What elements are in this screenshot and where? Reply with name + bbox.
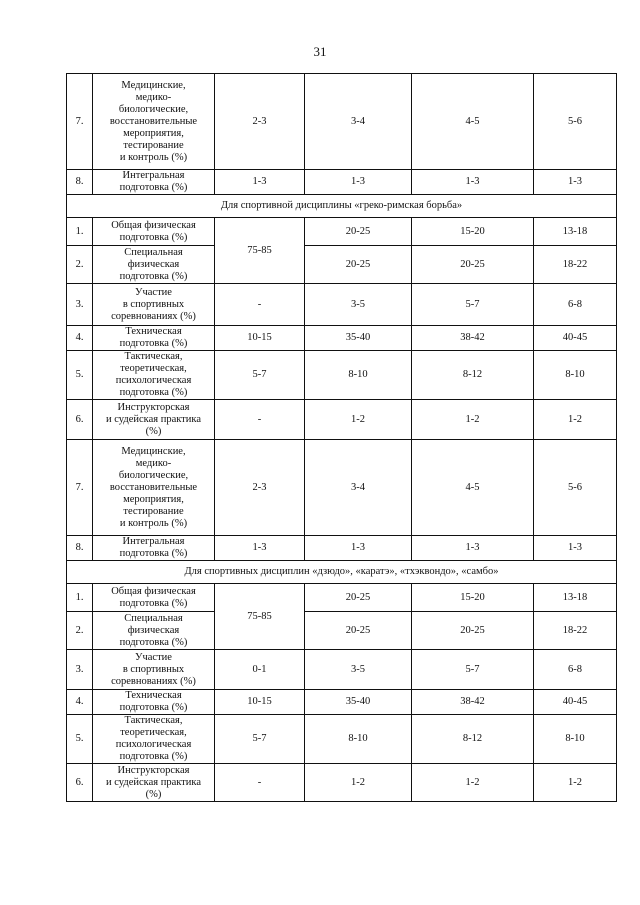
row-name: Общая физическая подготовка (%): [93, 218, 215, 246]
row-number: 2.: [67, 612, 93, 650]
row-name: Общая физическая подготовка (%): [93, 584, 215, 612]
stage-2-value: 20-25: [305, 584, 412, 612]
stage-2-value: 8-10: [305, 351, 412, 400]
stage-3-value: 15-20: [412, 218, 534, 246]
row-name: Техническая подготовка (%): [93, 690, 215, 715]
row-name: Интегральная подготовка (%): [93, 536, 215, 561]
row-name: Тактическая, теоретическая, психологическая подготовка (%): [93, 351, 215, 400]
stage-3-value: 38-42: [412, 690, 534, 715]
stage-3-value: 8-12: [412, 715, 534, 764]
stage-4-value: 18-22: [534, 612, 617, 650]
stage-2-value: 20-25: [305, 612, 412, 650]
row-number: 5.: [67, 351, 93, 400]
stage-3-value: 38-42: [412, 326, 534, 351]
stage-4-value: 8-10: [534, 715, 617, 764]
stage-3-value: 4-5: [412, 74, 534, 170]
row-number: 6.: [67, 400, 93, 440]
stage-2-value: 35-40: [305, 326, 412, 351]
row-number: 8.: [67, 536, 93, 561]
stage-4-value: 8-10: [534, 351, 617, 400]
row-name: Участие в спортивных соревнованиях (%): [93, 650, 215, 690]
table-row: [67, 400, 617, 440]
section-header-row: [67, 195, 617, 218]
stage-4-value: 18-22: [534, 246, 617, 284]
stage-1-value: 2-3: [215, 440, 305, 536]
row-name: Тактическая, теоретическая, психологическая подготовка (%): [93, 715, 215, 764]
table-row: [67, 764, 617, 802]
row-number: 5.: [67, 715, 93, 764]
stage-4-value: 6-8: [534, 284, 617, 326]
stage-2-value: 3-4: [305, 440, 412, 536]
table-row: [67, 690, 617, 715]
row-number: 4.: [67, 326, 93, 351]
row-number: 1.: [67, 218, 93, 246]
row-name: Интегральная подготовка (%): [93, 170, 215, 195]
stage-3-value: 15-20: [412, 584, 534, 612]
stage-1-value: 1-3: [215, 536, 305, 561]
row-number: 4.: [67, 690, 93, 715]
stage-1-value: -: [215, 400, 305, 440]
stage-2-value: 1-3: [305, 536, 412, 561]
table-row: [67, 246, 617, 284]
row-name: Медицинские, медико- биологические, восстановительные мероприятия, тестирование и контроль (%): [93, 440, 215, 536]
row-name: Техническая подготовка (%): [93, 326, 215, 351]
table-row: [67, 715, 617, 764]
stage-2-value: 20-25: [305, 246, 412, 284]
row-name: Специальная физическая подготовка (%): [93, 246, 215, 284]
stage-2-value: 35-40: [305, 690, 412, 715]
table-row: [67, 440, 617, 536]
table-row: [67, 170, 617, 195]
table-row: [67, 584, 617, 612]
stage-2-value: 8-10: [305, 715, 412, 764]
row-number: 7.: [67, 74, 93, 170]
table-row: [67, 612, 617, 650]
stage-1-value: 5-7: [215, 715, 305, 764]
stage-4-value: 13-18: [534, 584, 617, 612]
stage-1-value: -: [215, 764, 305, 802]
section-title: Для спортивной дисциплины «греко-римская борьба»: [67, 195, 617, 218]
stage-3-value: 20-25: [412, 246, 534, 284]
section-header-row: [67, 561, 617, 584]
row-name: Инструкторская и судейская практика (%): [93, 400, 215, 440]
row-number: 2.: [67, 246, 93, 284]
stage-4-value: 1-3: [534, 170, 617, 195]
stage-2-value: 3-5: [305, 650, 412, 690]
stage-4-value: 1-2: [534, 764, 617, 802]
stage-4-value: 1-2: [534, 400, 617, 440]
stage-1-value: 10-15: [215, 326, 305, 351]
stage-4-value: 5-6: [534, 74, 617, 170]
stage-3-value: 4-5: [412, 440, 534, 536]
stage-2-value: 3-4: [305, 74, 412, 170]
section-title: Для спортивных дисциплин «дзюдо», «каратэ», «тхэквондо», «самбо»: [67, 561, 617, 584]
stage-1-value: 0-1: [215, 650, 305, 690]
stage-2-value: 1-3: [305, 170, 412, 195]
stage-4-value: 40-45: [534, 690, 617, 715]
stage-3-value: 8-12: [412, 351, 534, 400]
row-name: Специальная физическая подготовка (%): [93, 612, 215, 650]
stage-3-value: 5-7: [412, 284, 534, 326]
stage-3-value: 1-2: [412, 400, 534, 440]
table-row: [67, 74, 617, 170]
row-number: 3.: [67, 284, 93, 326]
stage-2-value: 20-25: [305, 218, 412, 246]
table-row: [67, 284, 617, 326]
row-number: 1.: [67, 584, 93, 612]
row-number: 8.: [67, 170, 93, 195]
stage-1-value: 2-3: [215, 74, 305, 170]
stage-1-value: -: [215, 284, 305, 326]
table-row: [67, 351, 617, 400]
stage-3-value: 1-2: [412, 764, 534, 802]
table-row: [67, 536, 617, 561]
table-row: [67, 326, 617, 351]
stage-1-value: 75-85: [215, 584, 305, 650]
row-name: Участие в спортивных соревнованиях (%): [93, 284, 215, 326]
row-number: 3.: [67, 650, 93, 690]
stage-1-value: 75-85: [215, 218, 305, 284]
table-row: [67, 650, 617, 690]
stage-2-value: 3-5: [305, 284, 412, 326]
stage-4-value: 13-18: [534, 218, 617, 246]
stage-1-value: 10-15: [215, 690, 305, 715]
stage-4-value: 5-6: [534, 440, 617, 536]
stage-1-value: 5-7: [215, 351, 305, 400]
row-name: Инструкторская и судейская практика (%): [93, 764, 215, 802]
stage-3-value: 5-7: [412, 650, 534, 690]
table-row: [67, 218, 617, 246]
stage-1-value: 1-3: [215, 170, 305, 195]
stage-4-value: 6-8: [534, 650, 617, 690]
training-ratio-table: [66, 73, 617, 802]
stage-3-value: 1-3: [412, 536, 534, 561]
stage-2-value: 1-2: [305, 400, 412, 440]
stage-4-value: 40-45: [534, 326, 617, 351]
row-number: 6.: [67, 764, 93, 802]
row-name: Медицинские, медико- биологические, восстановительные мероприятия, тестирование и контроль (%): [93, 74, 215, 170]
stage-2-value: 1-2: [305, 764, 412, 802]
page-number: 31: [313, 44, 327, 59]
stage-4-value: 1-3: [534, 536, 617, 561]
stage-3-value: 20-25: [412, 612, 534, 650]
row-number: 7.: [67, 440, 93, 536]
stage-3-value: 1-3: [412, 170, 534, 195]
